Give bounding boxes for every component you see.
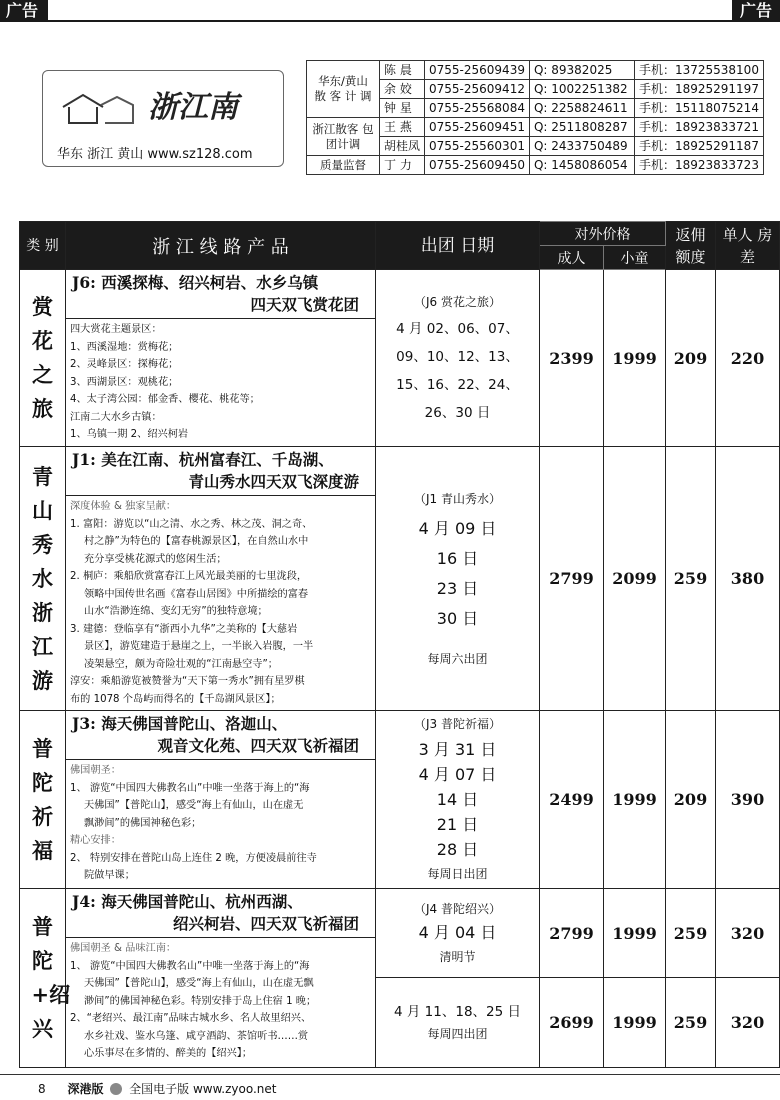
category-label: 赏花之旅 <box>32 294 53 421</box>
price-child: 1999 <box>604 889 666 978</box>
footer-divider <box>0 1074 780 1075</box>
contact-name: 丁 力 <box>380 156 425 175</box>
date-item: 4 月 07 日 <box>418 765 497 784</box>
contact-mobile: 手机：18925291197 <box>634 80 763 99</box>
header-price: 对外价格 <box>540 222 666 246</box>
desc-line: 1、西溪湿地：赏梅花； <box>70 341 179 353</box>
desc-line: 精心安排： <box>70 835 121 846</box>
price-single: 220 <box>716 270 780 447</box>
product-title-line1: 海天佛国普陀山、杭州西湖、 <box>101 892 303 911</box>
category-cell <box>20 447 66 711</box>
date-head: （J4 普陀绍兴） <box>414 902 501 916</box>
contact-mobile: 手机：18923833723 <box>634 156 763 175</box>
contact-mobile: 手机：13725538100 <box>634 61 763 80</box>
price-rebate: 259 <box>666 889 716 978</box>
contact-name: 余 姣 <box>380 80 425 99</box>
product-desc <box>66 496 375 710</box>
date-item: 23 日 <box>436 578 479 598</box>
route-row-j6 <box>20 270 780 447</box>
price-adult: 2799 <box>540 447 604 711</box>
contact-group: 华东/黄山 散 客 计 调 <box>307 61 380 118</box>
header-product: 浙 江 线 路 产 品 <box>66 222 376 270</box>
desc-line: 深度体验 & 独家呈献： <box>70 501 177 512</box>
desc-line: 2、 特别安排在普陀山岛上连住 2 晚，方便凌晨前往寺 <box>70 852 317 864</box>
date-head: （J6 赏花之旅） <box>414 295 501 309</box>
date-item: 4 月 04 日 <box>418 923 497 942</box>
product-title <box>66 711 375 760</box>
date-item: 30 日 <box>436 608 479 628</box>
desc-line: 景区】，游览建造于悬崖之上，一半嵌入岩腹，一半 <box>84 641 314 652</box>
header-category: 类 别 <box>20 222 66 270</box>
price-adult: 2399 <box>540 270 604 447</box>
price-single: 380 <box>716 447 780 711</box>
date-cell <box>376 978 540 1068</box>
desc-line: 佛国朝圣： <box>70 765 121 776</box>
product-cell <box>66 889 376 1068</box>
product-title-line1: 西溪探梅、绍兴柯岩、水乡乌镇 <box>101 273 319 292</box>
product-title-line2: 四天双飞赏花团 <box>250 295 359 314</box>
header-adult: 成人 <box>540 246 604 270</box>
desc-line: 心乐事尽在多情的、醉美的【绍兴】； <box>84 1048 253 1059</box>
date-head: （J1 青山秀水） <box>414 491 501 506</box>
product-desc <box>66 760 375 887</box>
desc-line: 院做早课； <box>84 870 135 881</box>
desc-line: 水乡社戏、鉴水乌篷、咸亨酒韵、茶馆听书……赏 <box>84 1030 309 1042</box>
contact-name: 陈 晨 <box>380 61 425 80</box>
category-cell <box>20 270 66 447</box>
contact-table <box>306 60 764 175</box>
product-title <box>66 270 375 319</box>
date-cell <box>376 711 540 889</box>
product-title <box>66 447 375 496</box>
desc-line: 淳安：乘船游览被赞誉为“天下第一秀水”拥有星罗棋 <box>70 676 305 687</box>
contact-tel: 0755-25609439 <box>425 61 530 80</box>
product-desc <box>66 319 375 446</box>
date-note: 每周日出团 <box>427 867 488 881</box>
desc-line: 4、太子湾公园：郁金香、樱花、桃花等； <box>70 394 260 405</box>
desc-line: 1、 游览“中国四大佛教名山”中唯一坐落于海上的“海 <box>70 960 310 972</box>
date-head: （J3 普陀祈福） <box>414 717 501 731</box>
ad-label-left: 广告 <box>0 0 48 22</box>
date-list: 4 月 02、06、07、09、10、12、13、15、16、22、24、26、30 日 <box>396 321 519 421</box>
contact-tel: 0755-25609451 <box>425 118 530 137</box>
contact-qq: Q: 1002251382 <box>529 80 634 99</box>
product-code: J1: <box>72 450 96 469</box>
contact-name: 胡桂凤 <box>380 137 425 156</box>
price-rebate: 209 <box>666 270 716 447</box>
contact-group: 浙江散客 包团计调 <box>307 118 380 156</box>
contact-tel: 0755-25609450 <box>425 156 530 175</box>
desc-line: 2、灵峰景区：探梅花； <box>70 359 179 370</box>
price-single: 320 <box>716 978 780 1068</box>
desc-line: 领略中国传世名画《富春山居图》中所描绘的富春 <box>84 588 309 600</box>
price-single: 320 <box>716 889 780 978</box>
contact-name: 王 燕 <box>380 118 425 137</box>
product-cell <box>66 711 376 889</box>
category-cell <box>20 711 66 889</box>
date-cell <box>376 889 540 978</box>
page-number: 8 <box>38 1082 46 1096</box>
contact-qq: Q: 1458086054 <box>529 156 634 175</box>
date-item: 3 月 31 日 <box>418 740 497 759</box>
price-adult: 2499 <box>540 711 604 889</box>
price-rebate: 259 <box>666 447 716 711</box>
price-adult: 2799 <box>540 889 604 978</box>
desc-line: 天佛国”【普陀山】，感受“海上有仙山，山在虚无 <box>84 800 304 811</box>
contact-tel: 0755-25609412 <box>425 80 530 99</box>
price-child: 1999 <box>604 978 666 1068</box>
desc-line: 山水“浩渺连绵、变幻无穷”的独特意境； <box>84 606 268 617</box>
date-note: 每周六出团 <box>427 651 488 666</box>
price-rebate: 259 <box>666 978 716 1068</box>
contact-row <box>307 118 764 137</box>
ad-label-right: 广告 <box>732 0 780 22</box>
contact-tel: 0755-25568084 <box>425 99 530 118</box>
desc-line: 1. 富阳：游览以“山之清、水之秀、林之茂、洞之奇、 <box>70 518 313 530</box>
desc-line: 凌架悬空，颇为奇险壮观的“江南悬空寺”； <box>84 658 278 670</box>
desc-line: 佛国朝圣 & 品味江南： <box>70 943 177 954</box>
date-note: 每周四出团 <box>427 1026 488 1041</box>
desc-line: 充分享受桃花源式的悠闲生活； <box>84 553 227 565</box>
category-label: 普陀+绍兴 <box>31 914 71 1041</box>
header-date: 出团 日期 <box>376 222 540 270</box>
contact-row <box>307 61 764 80</box>
route-row-j4 <box>20 889 780 978</box>
desc-line: 1、 游览“中国四大佛教名山”中唯一坐落于海上的“海 <box>70 782 310 794</box>
date-item: 28 日 <box>436 840 479 859</box>
top-divider <box>0 20 780 22</box>
contact-qq: Q: 2511808287 <box>529 118 634 137</box>
date-item: 16 日 <box>436 548 479 568</box>
contact-qq: Q: 2433750489 <box>529 137 634 156</box>
edition-label: 深港版 <box>67 1082 104 1096</box>
header-child: 小童 <box>604 246 666 270</box>
product-desc <box>66 938 375 1065</box>
desc-line: 3、西湖景区：观桃花； <box>70 376 179 388</box>
contact-name: 钟 星 <box>380 99 425 118</box>
route-table <box>19 221 780 1068</box>
desc-line: 2、“老绍兴、最江南”品味古城水乡、名人故里绍兴、 <box>70 1013 312 1024</box>
route-row-j1 <box>20 447 780 711</box>
footer-site: 全国电子版 www.zyoo.net <box>129 1082 277 1096</box>
desc-line: 1、乌镇一期 2、绍兴柯岩 <box>70 429 189 440</box>
product-title-line2: 观音文化苑、四天双飞祈福团 <box>157 736 359 755</box>
date-item: 21 日 <box>436 815 479 834</box>
date-cell <box>376 270 540 447</box>
price-child: 1999 <box>604 270 666 447</box>
desc-line: 村之静”为特色的【富春桃源景区】，在自然山水中 <box>84 536 309 547</box>
product-title <box>66 889 375 938</box>
company-logo-box <box>42 70 284 167</box>
category-cell <box>20 889 71 1068</box>
product-title-line1: 海天佛国普陀山、洛迦山、 <box>101 714 288 733</box>
date-item: 14 日 <box>436 790 479 809</box>
product-title-line1: 美在江南、杭州富春江、千岛湖、 <box>101 450 334 469</box>
category-label: 青山秀水浙江游 <box>32 463 53 693</box>
logo-graphic <box>53 77 273 137</box>
logo-brand: 浙江南 <box>148 90 238 125</box>
globe-icon <box>110 1083 122 1095</box>
price-rebate: 209 <box>666 711 716 889</box>
date-item: 4 月 11、18、25 日 <box>394 1003 521 1020</box>
route-row-j3 <box>20 711 780 889</box>
contact-qq: Q: 89382025 <box>529 61 634 80</box>
product-cell <box>66 270 376 447</box>
desc-line: 飘渺间”的佛国神秘色彩； <box>84 817 202 829</box>
price-child: 2099 <box>604 447 666 711</box>
product-code: J4: <box>72 892 96 911</box>
price-adult: 2699 <box>540 978 604 1068</box>
price-child: 1999 <box>604 711 666 889</box>
desc-line: 渺间”的佛国神秘色彩。特别安排于岛上住宿 1 晚； <box>84 995 317 1007</box>
desc-line: 江南二大水乡古镇： <box>70 411 162 423</box>
product-title-line2: 青山秀水四天双飞深度游 <box>188 472 359 491</box>
category-label: 普陀祈福 <box>32 735 53 863</box>
page-footer <box>38 1080 277 1097</box>
contact-mobile: 手机：15118075214 <box>634 99 763 118</box>
date-cell <box>376 447 540 711</box>
contact-tel: 0755-25560301 <box>425 137 530 156</box>
contact-mobile: 手机：18923833721 <box>634 118 763 137</box>
price-single: 390 <box>716 711 780 889</box>
desc-line: 天佛国”【普陀山】，感受“海上有仙山，山在虚无飘 <box>84 978 314 989</box>
date-item: 4 月 09 日 <box>418 518 497 538</box>
product-code: J3: <box>72 714 96 733</box>
desc-line: 布的 1078 个岛屿而得名的【千岛湖风景区】； <box>70 693 281 705</box>
contact-qq: Q: 2258824611 <box>529 99 634 118</box>
date-note: 清明节 <box>439 950 476 964</box>
desc-line: 3. 建德：登临享有“浙西小九华”之美称的【大慈岩 <box>70 623 298 635</box>
logo-caption: 华东 浙江 黄山 www.sz128.com <box>57 147 253 162</box>
product-code: J6: <box>72 273 96 292</box>
desc-line: 2. 桐庐：乘船欣赏富春江上风光最美丽的七里泷段， <box>70 571 308 582</box>
header-single: 单人 房差 <box>716 222 780 270</box>
contact-mobile: 手机：18925291187 <box>634 137 763 156</box>
header-rebate: 返佣 额度 <box>666 222 716 270</box>
contact-row <box>307 156 764 175</box>
contact-group: 质量监督 <box>307 156 380 175</box>
product-title-line2: 绍兴柯岩、四天双飞祈福团 <box>172 914 359 933</box>
desc-line: 四大赏花主题景区： <box>70 324 162 335</box>
product-cell <box>66 447 376 711</box>
